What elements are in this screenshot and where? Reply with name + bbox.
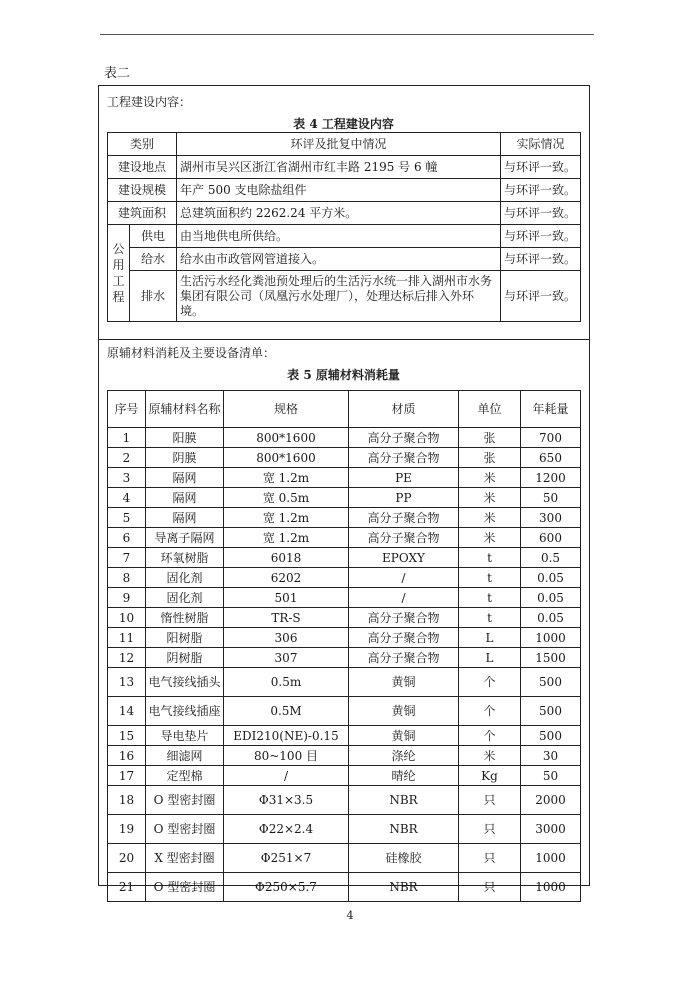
table-cell: 500: [521, 726, 581, 746]
table-cell: L: [459, 628, 521, 648]
table-cell: 张: [459, 448, 521, 468]
table-cell: 15: [108, 726, 146, 746]
row-sub: 供电: [130, 225, 177, 248]
row-actual: 与环评一致。: [501, 156, 581, 179]
table-cell: /: [224, 766, 349, 786]
table-cell: 米: [459, 488, 521, 508]
table-cell: 21: [108, 873, 146, 902]
row-env: 给水由市政管网管道接入。: [177, 248, 501, 271]
table-cell: 高分子聚合物: [349, 648, 459, 668]
table-row: [108, 428, 581, 448]
table-cell: Kg: [459, 766, 521, 786]
table-cell: 0.5m: [224, 668, 349, 697]
table-cell: 涤纶: [349, 746, 459, 766]
table-cell: 16: [108, 746, 146, 766]
table-cell: PP: [349, 488, 459, 508]
table-cell: 50: [521, 766, 581, 786]
table-cell: EDI210(NE)-0.15: [224, 726, 349, 746]
table5-header-row: [108, 391, 581, 428]
table-cell: 7: [108, 548, 146, 568]
table-cell: 米: [459, 468, 521, 488]
table-cell: 阳膜: [146, 428, 224, 448]
row-env: 年产 500 支电除盐组件: [177, 179, 501, 202]
table-cell: 6018: [224, 548, 349, 568]
table-cell: 1000: [521, 628, 581, 648]
table-cell: 306: [224, 628, 349, 648]
table-cell: 硅橡胶: [349, 844, 459, 873]
table-row: [108, 726, 581, 746]
table-cell: Φ22×2.4: [224, 815, 349, 844]
table-cell: 6: [108, 528, 146, 548]
table-cell: 宽 1.2m: [224, 528, 349, 548]
table-row: [108, 448, 581, 468]
row-actual: 与环评一致。: [501, 202, 581, 225]
header-cell: 年耗量: [521, 391, 581, 428]
public-works-label: 公用工程: [108, 225, 130, 322]
table-cell: /: [349, 588, 459, 608]
table-row: [108, 468, 581, 488]
table-row: [108, 766, 581, 786]
table-row: [108, 508, 581, 528]
table-cell: EPOXY: [349, 548, 459, 568]
table-cell: 细滤网: [146, 746, 224, 766]
table-cell: 导电垫片: [146, 726, 224, 746]
table-cell: t: [459, 608, 521, 628]
header-cell: 序号: [108, 391, 146, 428]
table-row: [108, 588, 581, 608]
table-row: [108, 628, 581, 648]
table-cell: 阳树脂: [146, 628, 224, 648]
table-cell: 高分子聚合物: [349, 528, 459, 548]
table-cell: 650: [521, 448, 581, 468]
table-cell: 隔网: [146, 468, 224, 488]
table-cell: 2: [108, 448, 146, 468]
table-row: [108, 225, 581, 248]
table-row: [108, 528, 581, 548]
table-cell: 4: [108, 488, 146, 508]
table-cell: L: [459, 648, 521, 668]
table-cell: 600: [521, 528, 581, 548]
construction-table: [107, 132, 581, 322]
table-cell: 19: [108, 815, 146, 844]
table4-header-row: [108, 133, 581, 156]
table-cell: 黄铜: [349, 726, 459, 746]
table-cell: 宽 0.5m: [224, 488, 349, 508]
table-cell: 500: [521, 668, 581, 697]
table-cell: 宽 1.2m: [224, 468, 349, 488]
table-cell: 14: [108, 697, 146, 726]
section-divider: [98, 339, 590, 340]
table-cell: NBR: [349, 786, 459, 815]
table-cell: 只: [459, 786, 521, 815]
table-cell: 高分子聚合物: [349, 508, 459, 528]
table-cell: O 型密封圈: [146, 815, 224, 844]
page-number: 4: [346, 909, 354, 922]
table-cell: 隔网: [146, 508, 224, 528]
table-row: [108, 786, 581, 815]
table-cell: 3: [108, 468, 146, 488]
row-sub: 给水: [130, 248, 177, 271]
table-cell: 1: [108, 428, 146, 448]
header-actual: 实际情况: [501, 133, 581, 156]
header-rule: [100, 34, 594, 35]
table-cell: 800*1600: [224, 448, 349, 468]
table-cell: 50: [521, 488, 581, 508]
table-cell: t: [459, 588, 521, 608]
table-cell: Φ31×3.5: [224, 786, 349, 815]
table-row: [108, 697, 581, 726]
table-row: [108, 488, 581, 508]
table-row: [108, 156, 581, 179]
table-row: [108, 271, 581, 322]
table-row: [108, 844, 581, 873]
table-cell: NBR: [349, 815, 459, 844]
table-cell: 12: [108, 648, 146, 668]
table-cell: 300: [521, 508, 581, 528]
table-row: [108, 608, 581, 628]
table-cell: 30: [521, 746, 581, 766]
page-label: 表二: [104, 66, 131, 81]
table-cell: O 型密封圈: [146, 873, 224, 902]
table-cell: 固化剂: [146, 568, 224, 588]
table4-title: 表 4 工程建设内容: [293, 117, 394, 131]
table-cell: 0.5M: [224, 697, 349, 726]
table-cell: t: [459, 548, 521, 568]
table-cell: 黄铜: [349, 697, 459, 726]
table-cell: 阴树脂: [146, 648, 224, 668]
table-cell: 个: [459, 726, 521, 746]
table-cell: Φ250×5.7: [224, 873, 349, 902]
table-cell: 高分子聚合物: [349, 428, 459, 448]
table-cell: 定型棉: [146, 766, 224, 786]
table-cell: 惰性树脂: [146, 608, 224, 628]
row-actual: 与环评一致。: [501, 271, 581, 322]
row-sub: 排水: [130, 271, 177, 322]
table-cell: 米: [459, 528, 521, 548]
table-cell: 电气接线插座: [146, 697, 224, 726]
table-cell: X 型密封圈: [146, 844, 224, 873]
table-row: [108, 568, 581, 588]
table5-body: [108, 428, 581, 902]
table5-title: 表 5 原辅材料消耗量: [287, 368, 400, 382]
table-row: [108, 179, 581, 202]
row-env: 湖州市吴兴区浙江省湖州市红丰路 2195 号 6 幢: [177, 156, 501, 179]
table-cell: 80~100 目: [224, 746, 349, 766]
table-cell: 11: [108, 628, 146, 648]
table-cell: 0.05: [521, 568, 581, 588]
table-cell: 18: [108, 786, 146, 815]
section-title-materials: 原辅材料消耗及主要设备清单：: [107, 346, 276, 360]
table-cell: 张: [459, 428, 521, 448]
section-title-construction: 工程建设内容：: [107, 95, 192, 109]
table-cell: 20: [108, 844, 146, 873]
table-row: [108, 873, 581, 902]
table-cell: 高分子聚合物: [349, 608, 459, 628]
table-cell: 只: [459, 844, 521, 873]
table-cell: 环氧树脂: [146, 548, 224, 568]
table-cell: 个: [459, 697, 521, 726]
table-cell: 阴膜: [146, 448, 224, 468]
table-cell: 1500: [521, 648, 581, 668]
table-cell: 隔网: [146, 488, 224, 508]
header-cell: 单位: [459, 391, 521, 428]
table-cell: TR-S: [224, 608, 349, 628]
header-category: 类别: [108, 133, 177, 156]
table-row: [108, 202, 581, 225]
table-cell: 只: [459, 873, 521, 902]
table-cell: 1000: [521, 873, 581, 902]
header-cell: 材质: [349, 391, 459, 428]
table-cell: Φ251×7: [224, 844, 349, 873]
table-cell: 2000: [521, 786, 581, 815]
table-cell: 米: [459, 746, 521, 766]
table-cell: 10: [108, 608, 146, 628]
table-row: [108, 746, 581, 766]
header-cell: 原辅材料名称: [146, 391, 224, 428]
table-cell: 6202: [224, 568, 349, 588]
table-cell: t: [459, 568, 521, 588]
table-row: [108, 548, 581, 568]
table-cell: /: [349, 568, 459, 588]
row-env: 生活污水经化粪池预处理后的生活污水统一排入湖州市水务集团有限公司（凤凰污水处理厂），处理达标后排入外环境。: [177, 271, 501, 322]
table-cell: 13: [108, 668, 146, 697]
table-cell: 700: [521, 428, 581, 448]
table-cell: 黄铜: [349, 668, 459, 697]
table-cell: 800*1600: [224, 428, 349, 448]
row-env: 由当地供电所供给。: [177, 225, 501, 248]
header-env: 环评及批复中情况: [177, 133, 501, 156]
table-cell: 米: [459, 508, 521, 528]
table-cell: 0.05: [521, 608, 581, 628]
table-cell: 8: [108, 568, 146, 588]
row-env: 总建筑面积约 2262.24 平方米。: [177, 202, 501, 225]
row-actual: 与环评一致。: [501, 225, 581, 248]
table-cell: 5: [108, 508, 146, 528]
table-cell: 17: [108, 766, 146, 786]
table-cell: 个: [459, 668, 521, 697]
table-cell: 307: [224, 648, 349, 668]
table-cell: 500: [521, 697, 581, 726]
table-cell: 导离子隔网: [146, 528, 224, 548]
row-actual: 与环评一致。: [501, 248, 581, 271]
table-cell: NBR: [349, 873, 459, 902]
table-cell: 高分子聚合物: [349, 628, 459, 648]
table-cell: 只: [459, 815, 521, 844]
table-cell: 宽 1.2m: [224, 508, 349, 528]
row-category: 建设规模: [108, 179, 177, 202]
row-category: 建筑面积: [108, 202, 177, 225]
header-cell: 规格: [224, 391, 349, 428]
row-actual: 与环评一致。: [501, 179, 581, 202]
table-row: [108, 248, 581, 271]
table-row: [108, 815, 581, 844]
row-category: 建设地点: [108, 156, 177, 179]
table-cell: 9: [108, 588, 146, 608]
table-cell: PE: [349, 468, 459, 488]
table-cell: 电气接线插头: [146, 668, 224, 697]
table-cell: 1200: [521, 468, 581, 488]
table-cell: 0.05: [521, 588, 581, 608]
table-cell: O 型密封圈: [146, 786, 224, 815]
table-cell: 3000: [521, 815, 581, 844]
table-cell: 固化剂: [146, 588, 224, 608]
materials-table: [107, 390, 581, 902]
table-cell: 0.5: [521, 548, 581, 568]
table-row: [108, 648, 581, 668]
table-row: [108, 668, 581, 697]
table-cell: 1000: [521, 844, 581, 873]
table-cell: 501: [224, 588, 349, 608]
table-cell: 高分子聚合物: [349, 448, 459, 468]
table-cell: 晴纶: [349, 766, 459, 786]
